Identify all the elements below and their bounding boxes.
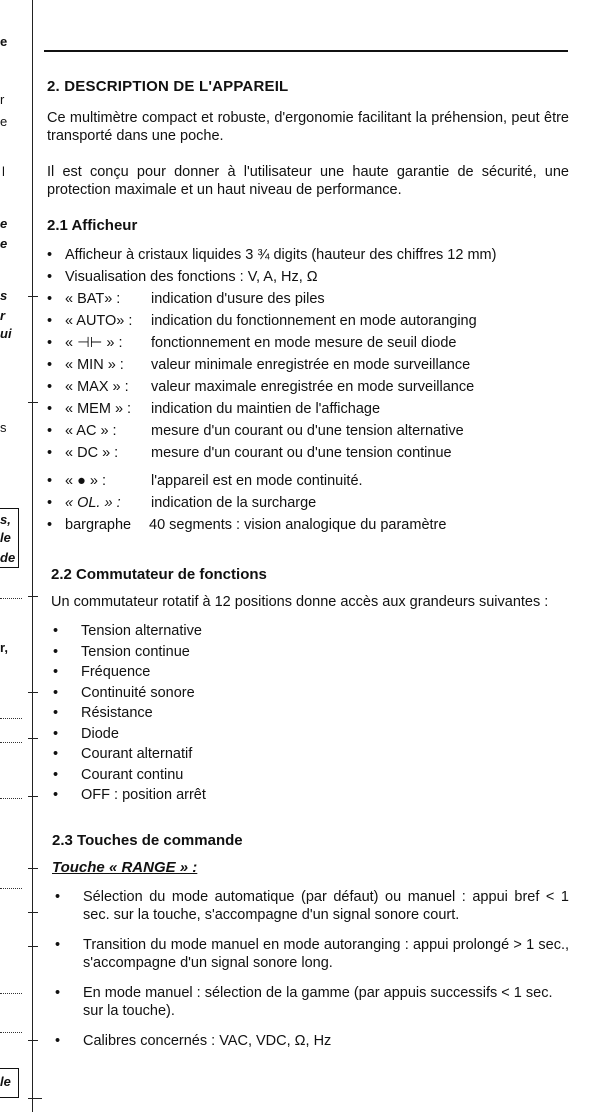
list-item: • « MAX » : valeur maximale enregistrée en mode surveillance — [47, 376, 569, 398]
bullet: • — [47, 357, 53, 373]
bullet: • — [47, 423, 53, 439]
bullet: • — [53, 705, 59, 721]
margin-rule — [0, 993, 22, 994]
list-item: • « AUTO» : indication du fonctionnement en mode autoranging — [47, 310, 569, 332]
indicator-key: « MAX » : — [65, 379, 129, 395]
gutter-tick — [28, 1040, 38, 1041]
margin-fragment: ui — [0, 326, 12, 341]
list-item: • Afficheur à cristaux liquides 3 ¾ digits (hauteur des chiffres 12 mm) — [47, 244, 569, 266]
margin-fragment: e — [0, 216, 8, 231]
bullet: • — [55, 1032, 61, 1049]
function-list — [47, 621, 569, 806]
indicator-key: « MIN » : — [65, 357, 124, 373]
margin-rule — [0, 742, 22, 743]
margin-rule — [0, 598, 22, 599]
bullet: • — [47, 335, 53, 351]
margin-fragment: e — [0, 34, 8, 49]
bullet: • — [53, 684, 59, 701]
section-2-2-para: Un commutateur rotatif à 12 positions donne accès aux grandeurs suivantes : — [51, 594, 549, 610]
gutter-tick — [28, 596, 38, 597]
list-item: • « ⊣⊢ » : fonctionnement en mode mesure de seuil diode — [47, 332, 569, 354]
bullet: • — [55, 936, 61, 953]
margin-rule — [0, 1032, 22, 1033]
bullet: • — [47, 495, 53, 511]
list-item: • « OL. » : indication de la surcharge — [47, 492, 569, 514]
list-item: • Visualisation des fonctions : V, A, Hz, Ω — [47, 266, 569, 288]
list-item: • Tension alternative — [47, 621, 569, 642]
bullet: • — [55, 984, 61, 1001]
list-item: • Fréquence — [47, 662, 569, 683]
indicator-key: « BAT» : — [65, 291, 121, 307]
indicator-key: « AC » : — [65, 423, 117, 439]
margin-fragment: s — [0, 420, 7, 435]
bullet: • — [47, 379, 53, 395]
margin-fragment: r, — [0, 640, 8, 655]
section-2-para-2: Il est conçu pour donner à l'utilisateur une haute garantie de sécurité, une protection maximale et un haut niveau de performance. — [47, 164, 569, 198]
margin-rule — [0, 718, 22, 719]
gutter-tick — [28, 946, 38, 947]
gutter-tick — [28, 868, 38, 869]
margin-fragment: e — [0, 236, 8, 251]
section-2-3-title: 2.3 Touches de commande — [52, 831, 243, 849]
bullet: • — [47, 269, 53, 285]
indicator-key: « MEM » : — [65, 401, 132, 417]
bullet: • — [47, 291, 53, 307]
header-rule — [44, 50, 568, 52]
list-item: • « BAT» : indication d'usure des piles — [47, 288, 569, 310]
list-item: • bargraphe 40 segments : vision analogique du paramètre — [47, 514, 569, 536]
display-list — [47, 244, 569, 536]
list-item: • Tension continue — [47, 642, 569, 663]
margin-rule — [0, 798, 22, 799]
section-2-2-title: 2.2 Commutateur de fonctions — [51, 566, 267, 583]
bullet: • — [53, 664, 59, 680]
gutter-tick — [28, 912, 38, 913]
bullet: • — [53, 643, 59, 660]
list-item: • Calibres concernés : VAC, VDC, Ω, Hz — [55, 1032, 332, 1049]
range-key-list — [47, 888, 569, 1050]
margin-rule — [0, 888, 22, 889]
bullet: • — [53, 766, 59, 783]
indicator-key: « AUTO» : — [65, 313, 133, 329]
indicator-key: « DC » : — [65, 445, 119, 461]
gutter-tick — [28, 402, 38, 403]
bullet: • — [53, 623, 59, 639]
diode-icon: « ⊣⊢ » : — [65, 335, 123, 351]
section-2-para-1: Ce multimètre compact et robuste, d'ergonomie facilitant la préhension, peut être transporté dans une poche. — [47, 110, 569, 144]
list-item: • En mode manuel : sélection de la gamme (par appuis successifs < 1 sec. sur la touche). — [55, 984, 553, 1019]
bullet: • — [55, 888, 61, 905]
list-item: • Résistance — [47, 703, 569, 724]
section-2-title: 2. DESCRIPTION DE L'APPAREIL — [47, 78, 289, 95]
list-item: • Courant continu — [47, 765, 569, 786]
gutter-tick — [28, 738, 38, 739]
bullet: • — [47, 401, 53, 417]
margin-fragment: r — [0, 92, 5, 107]
bullet: • — [53, 725, 59, 742]
bullet: • — [53, 787, 59, 803]
bullet: • — [53, 746, 59, 762]
list-item: • « ● » : l'appareil est en mode continuité. — [47, 470, 569, 492]
list-item: • « AC » : mesure d'un courant ou d'une tension alternative — [47, 420, 569, 442]
margin-fragment: le — [0, 1074, 11, 1089]
page-content — [47, 70, 569, 1062]
gutter-tick — [28, 296, 38, 297]
bullet: • — [47, 247, 53, 263]
bullet: • — [47, 473, 53, 489]
margin-fragment: r — [0, 308, 6, 323]
margin-fragment: l — [2, 164, 5, 179]
indicator-key: « OL. » : — [65, 495, 121, 511]
list-item: • Transition du mode manuel en mode autoranging : appui prolongé > 1 sec., s'accompagne d'un signal sonore long. — [55, 936, 569, 971]
margin-fragment: de — [0, 550, 16, 565]
bullet: • — [47, 445, 53, 461]
gutter-tick — [28, 796, 38, 797]
list-item: • Sélection du mode automatique (par défaut) ou manuel : appui bref < 1 sec. sur la touche, s'accompagne d'un signal sonore court. — [55, 888, 569, 923]
gutter-tick — [28, 1098, 42, 1099]
list-item: • OFF : position arrêt — [47, 785, 569, 806]
list-item: • « MIN » : valeur minimale enregistrée en mode surveillance — [47, 354, 569, 376]
list-item: • « MEM » : indication du maintien de l'affichage — [47, 398, 569, 420]
list-item: • Courant alternatif — [47, 744, 569, 765]
section-2-1-title: 2.1 Afficheur — [47, 217, 138, 234]
list-item: • Diode — [47, 724, 569, 745]
margin-fragment: s, — [0, 512, 11, 527]
list-item: • Continuité sonore — [47, 683, 569, 704]
margin-fragment: e — [0, 114, 8, 129]
bullet: • — [47, 517, 53, 533]
list-item: • « DC » : mesure d'un courant ou d'une tension continue — [47, 442, 569, 464]
range-key-label: Touche « RANGE » : — [52, 858, 198, 876]
bullet: • — [47, 313, 53, 329]
margin-fragment: s — [0, 288, 8, 303]
margin-fragment: le — [0, 530, 11, 545]
continuity-icon: « ● » : — [65, 473, 107, 489]
gutter-tick — [28, 692, 38, 693]
indicator-key: bargraphe — [65, 517, 132, 533]
